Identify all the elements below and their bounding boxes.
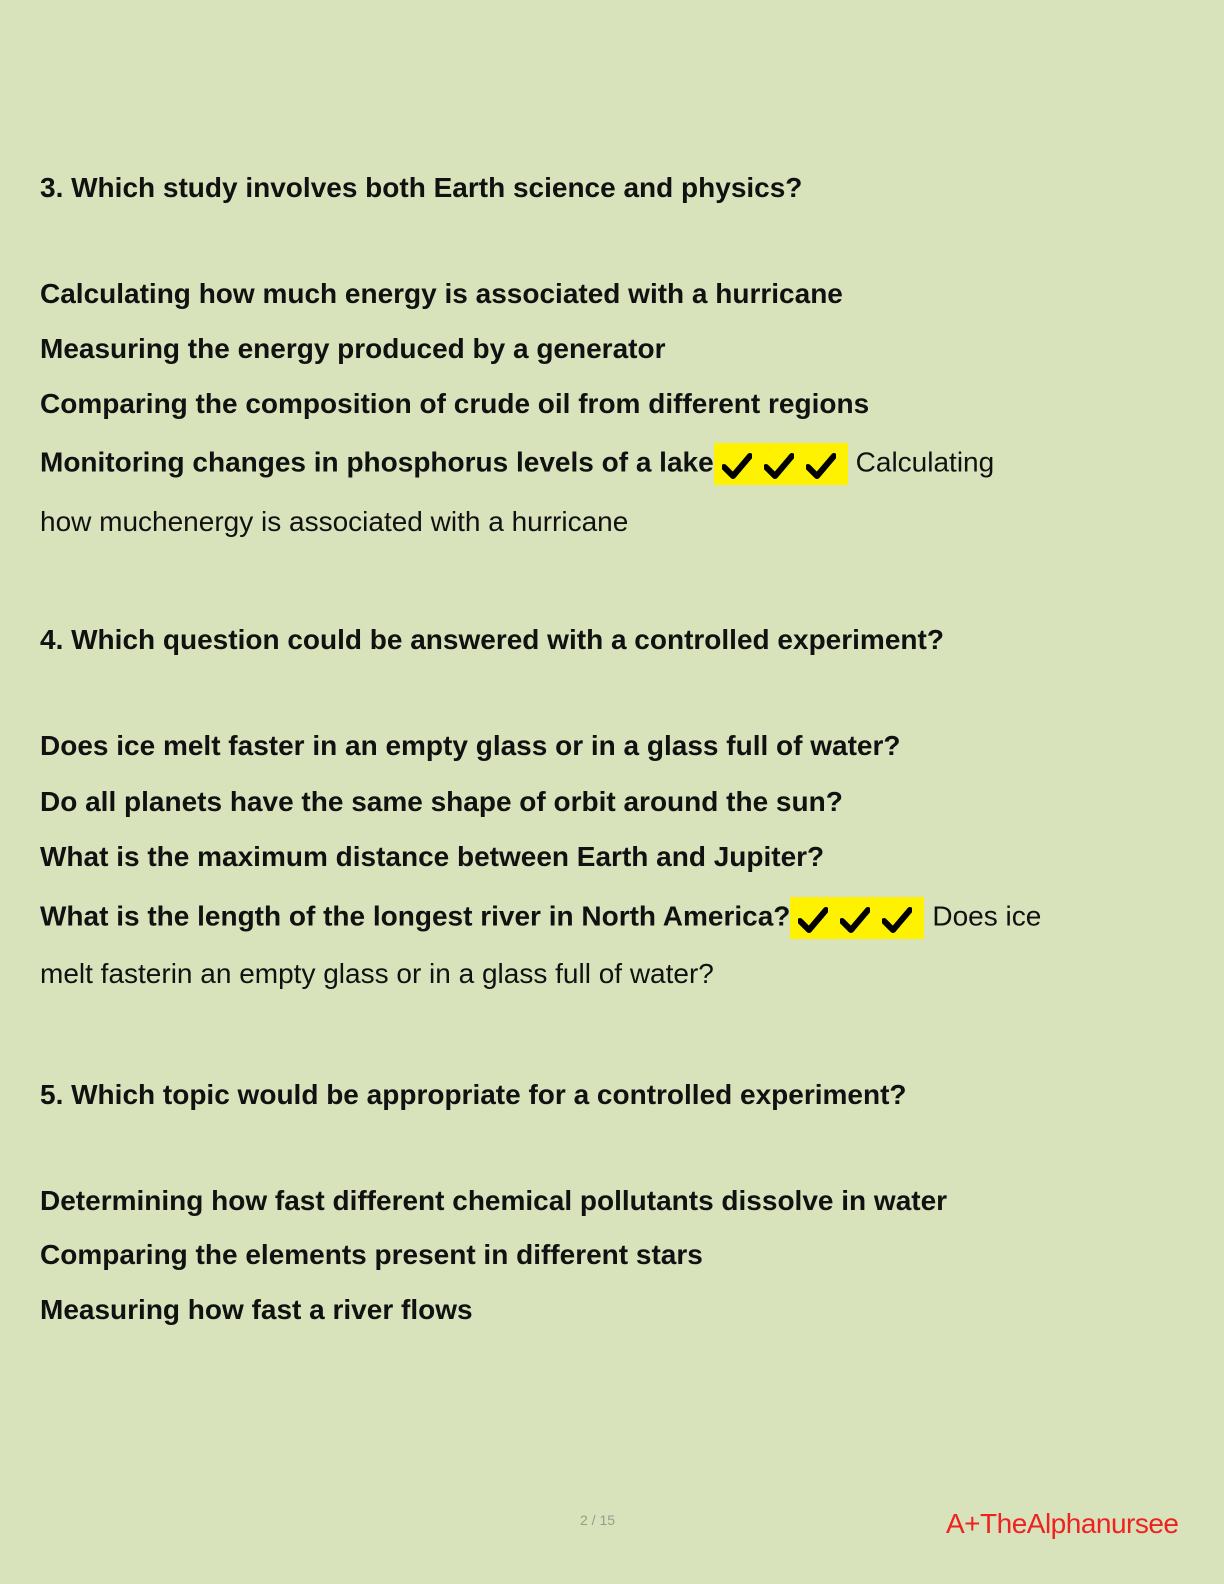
question-3-option-1: Calculating how much energy is associated with a hurricane [40,278,843,309]
question-5-option-1: Determining how fast different chemical pollutants dissolve in water [40,1185,948,1216]
question-3-heading: 3. Which study involves both Earth science and physics? [40,172,803,203]
checkmark-icon [798,907,828,933]
checkmark-icon [882,907,912,933]
check-marks [714,443,848,485]
question-5-heading: 5. Which topic would be appropriate for a controlled experiment? [40,1079,907,1110]
question-3-option-4-row [40,443,994,485]
checkmark-icon [764,453,794,479]
question-3-answer-start: Calculating [855,446,995,478]
question-4-heading: 4. Which question could be answered with a controlled experiment? [40,624,944,655]
checkmark-icon [840,907,870,933]
checkmark-icon [806,453,836,479]
question-4-answer-start: Does ice [932,900,1042,932]
brand-watermark: A+TheAlphanursee [946,1508,1179,1539]
question-3-option-4: Monitoring changes in phosphorus levels of a lake [40,446,714,478]
question-5-option-3: Measuring how fast a river flows [40,1294,473,1325]
question-4-option-3: What is the maximum distance between Earth and Jupiter? [40,841,825,872]
check-marks [790,897,924,939]
question-3-option-2: Measuring the energy produced by a generator [40,333,666,364]
question-5-option-2: Comparing the elements present in different stars [40,1239,703,1270]
checkmark-icon [722,453,752,479]
question-3-answer-continued: how muchenergy is associated with a hurricane [40,506,629,537]
question-4-option-1: Does ice melt faster in an empty glass or in a glass full of water? [40,730,901,761]
question-4-option-4-row [40,897,1041,939]
question-4-option-2: Do all planets have the same shape of orbit around the sun? [40,786,843,817]
question-4-option-4: What is the length of the longest river in North America? [40,900,791,932]
page-number: 2 / 15 [580,1512,616,1528]
question-4-answer-continued: melt fasterin an empty glass or in a glass full of water? [40,958,714,989]
question-3-option-3: Comparing the composition of crude oil from different regions [40,388,870,419]
